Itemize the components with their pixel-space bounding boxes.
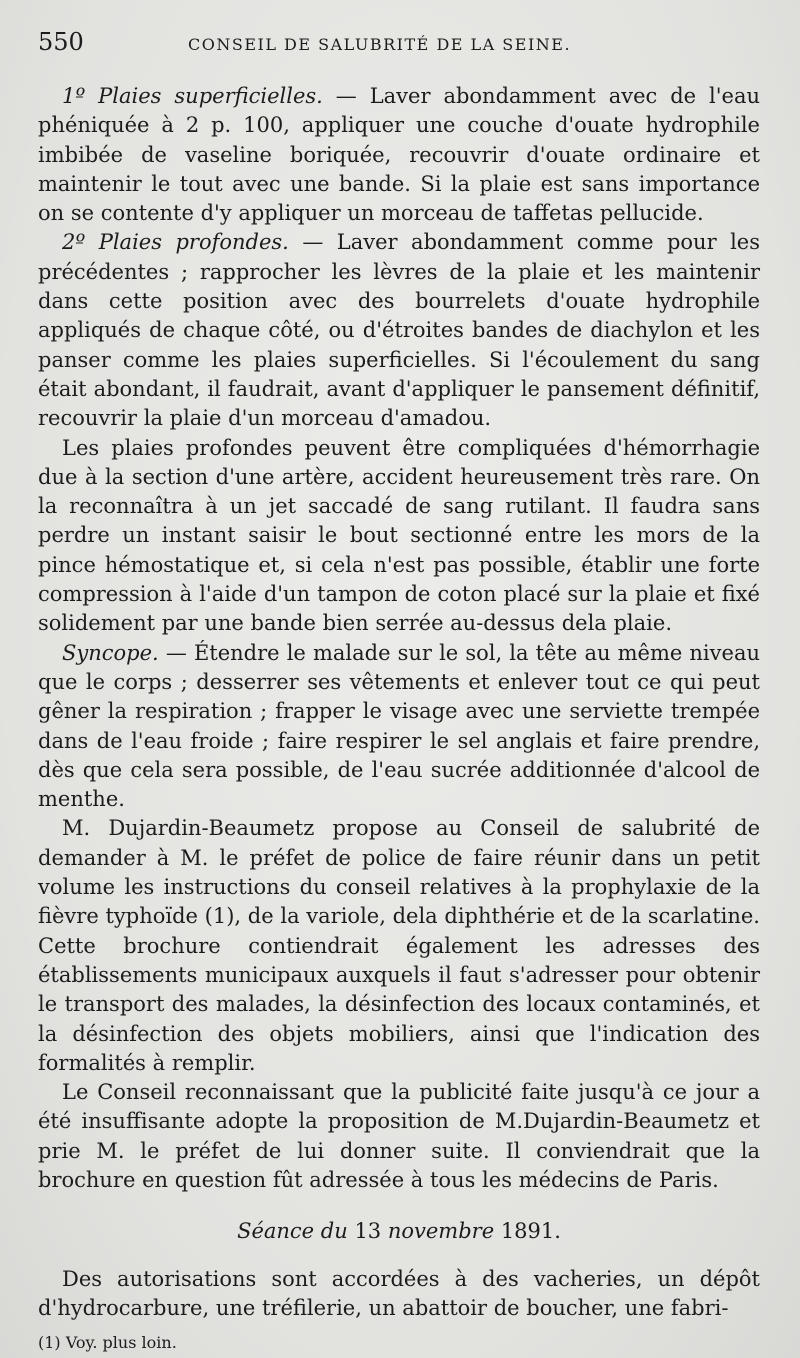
session-day: 13 xyxy=(354,1219,382,1244)
paragraph-proposition xyxy=(38,814,760,1078)
paragraph-text: — Laver abondamment avec de l'eau phéniquée à 2 p. 100, appliquer une couche d'ouate hydrophile imbibée de vaseline boriquée, recouvrir d'ouate ordinaire et maintenir le tout avec une bande. Si la plaie est sans importance on se contente d'y appliquer un morceau de taffetas pellucide. xyxy=(38,84,760,226)
body-text xyxy=(38,82,760,1353)
paragraph-lead: Syncope. xyxy=(62,640,159,665)
paragraph-syncope xyxy=(38,639,760,815)
paragraph-conseil-adopte xyxy=(38,1078,760,1195)
paragraph-hemorrhagie xyxy=(38,434,760,639)
paragraph-lead: 1º Plaies superficielles. xyxy=(62,84,323,108)
paragraph-text: Des autorisations sont accordées à des vacheries, un dépôt d'hydrocarbure, une tréfilerie, un abattoir de boucher, une fabri- xyxy=(38,1266,760,1320)
paragraph-plaies-profondes xyxy=(38,228,760,433)
running-head: CONSEIL DE SALUBRITÉ DE LA SEINE. xyxy=(188,35,572,54)
page-number: 550 xyxy=(38,28,84,56)
session-heading xyxy=(38,1217,760,1246)
paragraph-text: — Laver abondamment comme pour les précédentes ; rapprocher les lèvres de la plaie et les maintenir dans cette position avec des bourrelets d'ouate hydrophile appliqués de chaque côté, ou d'étroites bandes de diachylon et les panser comme les plaies superficielles. Si l'écoulement du sang était abondant, il faudrait, avant d'appliquer le pansement définitif, recouvrir la plaie d'un morceau d'amadou. xyxy=(38,230,761,431)
footnote: (1) Voy. plus loin. xyxy=(38,1333,177,1353)
paragraph-text: Les plaies profondes peuvent être compliquées d'hémorrhagie due à la section d'une artère, accident heureusement très rare. On la reconnaîtra à un jet saccadé de sang rutilant. Il faudra sans perdre un instant saisir le bout sectionné entre les mors de la pince hémostatique et, si cela n'est pas possible, établir une forte compression à l'aide d'un tampon de coton placé sur la plaie et fixé solidement par une bande bien serrée au-dessus dela plaie. xyxy=(38,435,760,636)
session-year: 1891. xyxy=(500,1219,561,1244)
paragraph-plaies-superficielles xyxy=(38,82,760,228)
paragraph-autorisations xyxy=(38,1265,760,1324)
paragraph-text: M. Dujardin-Beaumetz propose au Conseil de salubrité de demander à M. le préfet de police de faire réunir dans un petit volume les instructions du conseil relatives à la prophylaxie de la fièvre typhoïde (1), de la variole, dela diphthérie et de la scarlatine. Cette brochure contiendrait également les adresses des établissements municipaux auxquels il faut s'adresser pour obtenir le transport des malades, la désinfection des locaux contaminés, et la désinfection des objets mobiliers, ainsi que l'indication des formalités à remplir. xyxy=(38,816,760,1075)
page-header xyxy=(38,28,760,76)
session-month: novembre xyxy=(381,1219,501,1244)
paragraph-lead: 2º Plaies profondes. xyxy=(62,230,289,255)
paragraph-text: Le Conseil reconnaissant que la publicité faite jusqu'à ce jour a été insuffisante adopte la proposition de M.Dujardin-Beaumetz et prie M. le préfet de lui donner suite. Il conviendrait que la brochure en question fût adressée à tous les médecins de Paris. xyxy=(38,1080,760,1192)
session-prefix: Séance du xyxy=(237,1219,355,1244)
paragraph-text: — Étendre le malade sur le sol, la tête au même niveau que le corps ; desserrer ses vêtements et enlever tout ce qui peut gêner la respiration ; frapper le visage avec une serviette trempée dans de l'eau froide ; faire respirer le sel anglais et faire prendre, dès que cela sera possible, de l'eau sucrée additionnée d'alcool de menthe. xyxy=(38,640,760,812)
